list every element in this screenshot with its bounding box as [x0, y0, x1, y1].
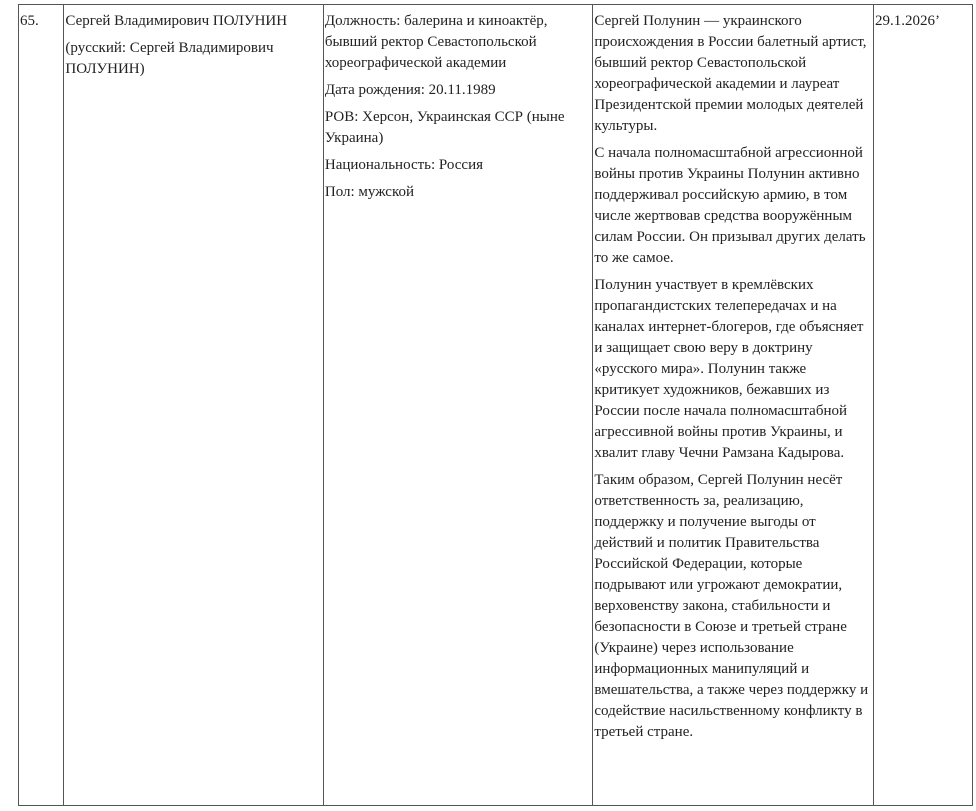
- id-nationality: Национальность: Россия: [324, 157, 484, 173]
- id-gender: Пол: мужской: [324, 184, 414, 200]
- listing-date: 29.1.2026’: [875, 13, 941, 29]
- entry-number-cell: [19, 5, 64, 806]
- id-birth-place: РОВ: Херсон, Украинская ССР (ныне Украина): [324, 109, 565, 146]
- reason-paragraph: Сергей Полунин — украинского происхождения в России балетный артист, бывший ректор Севастопольской хореографической академии и лауреат Президентской премии молодых деятелей культуры.: [594, 13, 867, 134]
- reason-paragraph: Полунин участвует в кремлёвских пропагандистских телепередачах и на каналах интернет-блогеров, где объясняет и защищает свою веру в доктрину «русского мира». Полунин также критикует художников, бежавших из России после начала полномасштабной агрессивной войны против Украины, и хвалит главу Чечни Рамзана Кадырова.: [594, 277, 864, 461]
- identifying-info-cell: [323, 5, 593, 806]
- person-name-alternate: (русский: Сергей Владимирович ПОЛУНИН): [65, 40, 274, 77]
- entry-number: 65.: [20, 13, 39, 29]
- reason-paragraph: С начала полномасштабной агрессионной войны против Украины Полунин активно поддерживал российскую армию, в том числе жертвовав средства вооружённым силам России. Он призывал других делать то же самое.: [594, 145, 866, 266]
- reason-paragraph: Таким образом, Сергей Полунин несёт ответственность за, реализацию, поддержку и получение выгоды от действий и политик Правительства Российской Федерации, которые подрывают или угрожают демократии, верховенству закона, стабильности и безопасности в Союзе и третьей стране (Украине) через использование информационных манипуляций и вмешательства, а также через поддержку и содействие насильственному конфликту в третьей стране.: [594, 472, 869, 740]
- id-position: Должность: балерина и киноактёр, бывший ректор Севастопольской хореографической академии: [324, 13, 548, 71]
- table-row: [19, 5, 973, 806]
- listing-date-cell: [874, 5, 973, 806]
- name-cell: [64, 5, 323, 806]
- reasons-cell: [593, 5, 874, 806]
- person-name: Сергей Владимирович ПОЛУНИН: [65, 13, 288, 29]
- id-birth-date: Дата рождения: 20.11.1989: [324, 82, 496, 98]
- sanctions-entry-table: [18, 4, 973, 806]
